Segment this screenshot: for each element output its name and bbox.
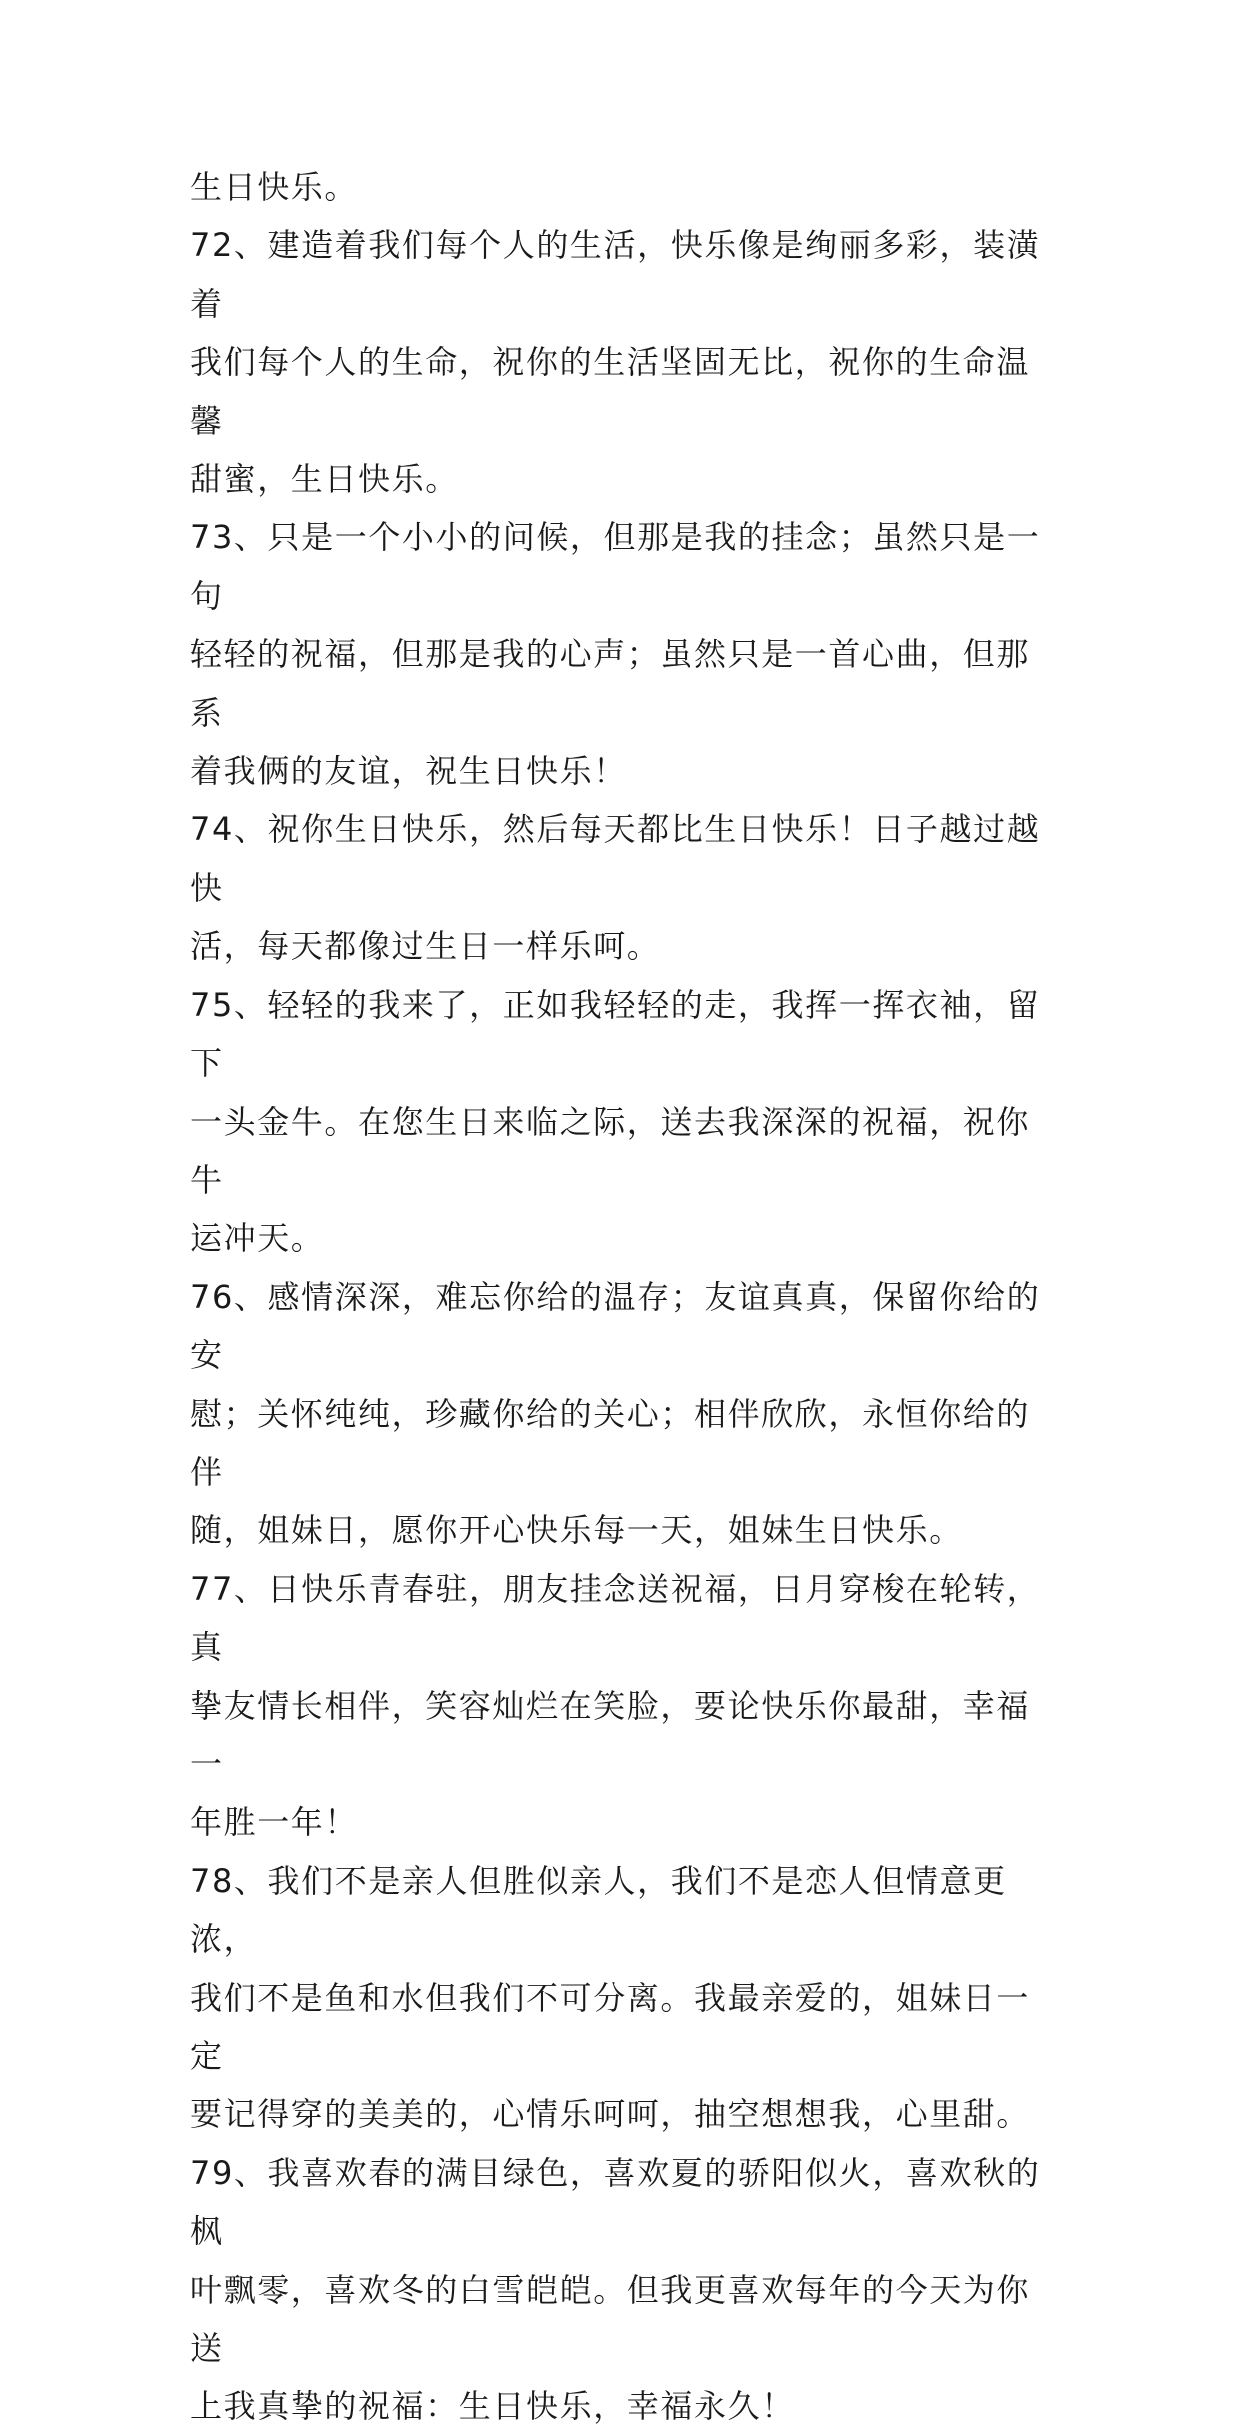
paragraph-74: 74、祝你生日快乐，然后每天都比生日快乐！日子越过越快 活，每天都像过生日一样乐呵。 — [190, 810, 1041, 966]
paragraph-76: 76、感情深深，难忘你给的温存；友谊真真，保留你给的安 慰；关怀纯纯，珍藏你给的关心；相伴欣欣，永恒你给的伴 随，姐妹日，愿你开心快乐每一天，姐妹生日快乐。 — [190, 1277, 1041, 1550]
paragraph-79: 79、我喜欢春的满目绿色，喜欢夏的骄阳似火，喜欢秋的枫 叶飘零，喜欢冬的白雪皑皑。但我更喜欢每年的今天为你送 上我真挚的祝福：生日快乐，幸福永久！ — [190, 2153, 1041, 2426]
paragraph-75: 75、轻轻的我来了，正如我轻轻的走，我挥一挥衣袖，留下 一头金牛。在您生日来临之际，送去我深深的祝福，祝你牛 运冲天。 — [190, 985, 1041, 1258]
paragraph-continuation: 生日快乐。 — [190, 168, 359, 206]
paragraph-72: 72、建造着我们每个人的生活，快乐像是绚丽多彩，装潢着 我们每个人的生命，祝你的生活坚固无比，祝你的生命温馨 甜蜜，生日快乐。 — [190, 226, 1041, 499]
paragraph-77: 77、日快乐青春驻，朋友挂念送祝福，日月穿梭在轮转，真 挚友情长相伴，笑容灿烂在笑脸，要论快乐你最甜，幸福一 年胜一年！ — [190, 1569, 1041, 1842]
document-body — [190, 158, 1060, 2436]
paragraph-73: 73、只是一个小小的问候，但那是我的挂念；虽然只是一句 轻轻的祝福，但那是我的心声；虽然只是一首心曲，但那系 着我俩的友谊，祝生日快乐！ — [190, 518, 1041, 791]
paragraph-78: 78、我们不是亲人但胜似亲人，我们不是恋人但情意更浓， 我们不是鱼和水但我们不可分离。我最亲爱的，姐妹日一定 要记得穿的美美的，心情乐呵呵，抽空想想我，心里甜。 — [190, 1861, 1031, 2134]
